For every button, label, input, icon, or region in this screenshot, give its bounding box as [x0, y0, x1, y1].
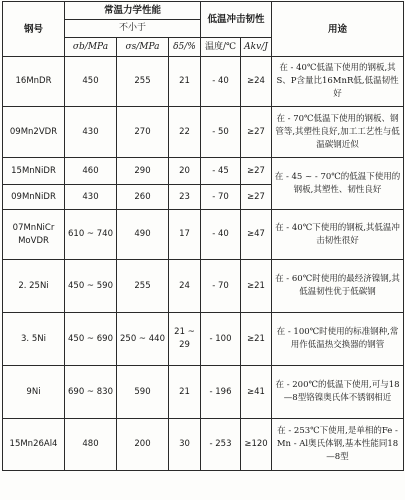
header-grade: 钢号: [3, 2, 65, 57]
cell-akv: ≥27: [241, 185, 272, 210]
cell-sigma-b: 610 ~ 740: [65, 210, 117, 260]
cell-sigma-b: 430: [65, 185, 117, 210]
cell-sigma-s: 200: [117, 419, 169, 471]
cell-sigma-b: 450 ~ 590: [65, 260, 117, 313]
cell-temp: - 40: [201, 210, 241, 260]
table-row: [3, 158, 404, 185]
cell-usage: 在 - 60℃时使用的最经济镍钢,其低温韧性优于低碳钢: [272, 260, 404, 313]
header-impact: 低温冲击韧性: [201, 2, 272, 38]
cell-akv: ≥47: [241, 210, 272, 260]
cell-sigma-s: 250 ~ 440: [117, 313, 169, 366]
cell-grade: 9Ni: [3, 366, 65, 419]
table-row: [3, 107, 404, 158]
table-row: [3, 366, 404, 419]
cell-akv: ≥120: [241, 419, 272, 471]
header-akv: Akv/J: [241, 38, 272, 57]
cell-usage: 在 - 253℃下使用,是单相的Fe - Mn - Al奥氏体钢,基本性能同18—8型: [272, 419, 404, 471]
cell-sigma-s: 290: [117, 158, 169, 185]
header-sigma-s: σs/MPa: [117, 38, 169, 57]
steel-properties-table: [2, 1, 404, 471]
cell-sigma-b: 480: [65, 419, 117, 471]
cell-akv: ≥27: [241, 107, 272, 158]
header-usage: 用途: [272, 2, 404, 57]
cell-akv: ≥24: [241, 57, 272, 107]
cell-temp: - 70: [201, 260, 241, 313]
cell-usage: 在 - 40℃低温下使用的钢板,其S、P含量比16MnR低,低温韧性好: [272, 57, 404, 107]
cell-grade: 09MnNiDR: [3, 185, 65, 210]
cell-sigma-b: 460: [65, 158, 117, 185]
cell-delta: 21 ~ 29: [169, 313, 201, 366]
cell-usage: 在 - 200℃的低温下使用,可与18—8型铬镍奥氏体不锈钢相近: [272, 366, 404, 419]
table-row: [3, 210, 404, 260]
cell-usage: 在 - 70℃低温下使用的钢板、钢管等,其塑性良好,加工工艺性与低温碳钢近似: [272, 107, 404, 158]
cell-grade: 16MnDR: [3, 57, 65, 107]
header-delta: δ5/%: [169, 38, 201, 57]
cell-grade: 15MnNiDR: [3, 158, 65, 185]
cell-sigma-s: 590: [117, 366, 169, 419]
cell-temp: - 45: [201, 158, 241, 185]
header-not-less: 不小于: [65, 20, 201, 38]
cell-akv: ≥21: [241, 260, 272, 313]
cell-temp: - 100: [201, 313, 241, 366]
table-row: [3, 419, 404, 471]
cell-akv: ≥21: [241, 313, 272, 366]
cell-delta: 22: [169, 107, 201, 158]
cell-sigma-b: 430: [65, 107, 117, 158]
cell-temp: - 70: [201, 185, 241, 210]
cell-grade: 15Mn26Al4: [3, 419, 65, 471]
cell-grade: 3. 5Ni: [3, 313, 65, 366]
cell-temp: - 50: [201, 107, 241, 158]
cell-delta: 21: [169, 366, 201, 419]
cell-sigma-b: 690 ~ 830: [65, 366, 117, 419]
cell-akv: ≥27: [241, 158, 272, 185]
table-row: [3, 313, 404, 366]
cell-sigma-s: 255: [117, 260, 169, 313]
table-row: [3, 260, 404, 313]
cell-temp: - 196: [201, 366, 241, 419]
table-row: [3, 57, 404, 107]
header-sigma-b: σb/MPa: [65, 38, 117, 57]
cell-grade: 09Mn2VDR: [3, 107, 65, 158]
cell-delta: 20: [169, 158, 201, 185]
cell-delta: 24: [169, 260, 201, 313]
header-temp: 温度/℃: [201, 38, 241, 57]
cell-akv: ≥41: [241, 366, 272, 419]
cell-grade: 07MnNiCr MoVDR: [3, 210, 65, 260]
cell-usage: 在 - 100℃时使用的标准钢种,常用作低温热交换器的钢管: [272, 313, 404, 366]
cell-sigma-s: 260: [117, 185, 169, 210]
header-room-temp: 常温力学性能: [65, 2, 201, 20]
cell-usage: 在 - 45 ~ - 70℃的低温下使用的钢板,其塑性、韧性良好: [272, 158, 404, 210]
cell-sigma-s: 270: [117, 107, 169, 158]
cell-sigma-s: 255: [117, 57, 169, 107]
cell-usage: 在 - 40℃下使用的钢板,其低温冲击韧性很好: [272, 210, 404, 260]
cell-sigma-b: 450: [65, 57, 117, 107]
cell-delta: 23: [169, 185, 201, 210]
cell-delta: 21: [169, 57, 201, 107]
cell-sigma-b: 450 ~ 690: [65, 313, 117, 366]
cell-delta: 17: [169, 210, 201, 260]
cell-sigma-s: 490: [117, 210, 169, 260]
cell-temp: - 40: [201, 57, 241, 107]
cell-grade: 2. 25Ni: [3, 260, 65, 313]
cell-temp: - 253: [201, 419, 241, 471]
cell-delta: 30: [169, 419, 201, 471]
